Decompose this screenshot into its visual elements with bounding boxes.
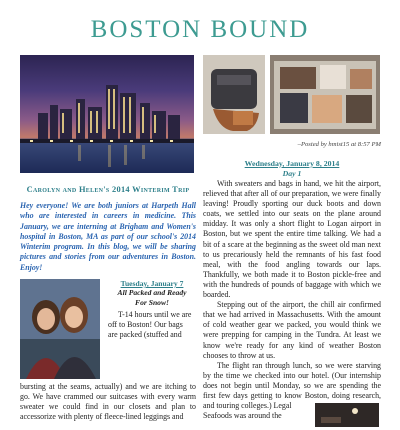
entry-subtitle-line1: All Packed and Ready [117,288,187,298]
entry-text-narrow [108,310,196,340]
paragraph: The flight ran through lunch, so we were starving by the time we checked into our hotel. (Our internship does not begin until Monday, so we are spending the first few days getting to know Boston, doing research, and touring colleges.) Legal [203,360,381,411]
first-entry [20,279,196,429]
entry-line: T-14 hours until we are [118,310,192,320]
entry-subtitle-line2: For Snow! [135,298,169,308]
luggage-photos [203,55,381,135]
entry-line: Seafoods was around the [203,411,282,421]
entry-line: off to Boston! Our bags [108,320,183,330]
entry-date-tuesday: Tuesday, January 7 [120,279,184,289]
intro-paragraph: Hey everyone! We are both juniors at Harpeth Hall who are interested in careers in medicine. This January, we are interning at Brigham and Women's hospital in Boston, MA as part of our school's 2014 Winterim program. In this blog, we will be sharing pictures and stories from our adventures in Boston. Enjoy! [20,201,196,272]
restaurant-photo [315,403,379,427]
open-suitcase-photo [270,55,380,134]
posted-by: –Posted by hmist15 at 8:57 PM [297,141,381,148]
day1-entry [203,179,381,421]
page-title: BOSTON BOUND [90,16,310,43]
entry-text-full: bursting at the seams, actually) and we are itching to go. We have crammed our suitcases with every warm sweater we could find in our closets and plan to accessorize with plenty of fleece-lined leggings and [20,382,196,422]
entry-day: Day 1 [282,169,302,178]
entry-line: are packed (stuffed and [108,330,182,340]
trip-heading: Carolyn and Helen's 2014 Winterim Trip [26,185,190,194]
carolyn-helen-photo [20,279,100,379]
entry-date-wednesday: Wednesday, January 8, 2014 [244,159,340,168]
paragraph: Stepping out of the airport, the chill air confirmed that we had arrived in Massachusetts. With the amount of cold weather gear we packed, you would think we were prepping for camping in the Tundra. At least we know we're ready for any kind of weather Boston chooses to throw at us. [203,300,381,360]
paragraph: With sweaters and bags in hand, we hit the airport, relieved that after all of our preparation, we were finally leaving! Proudly sporting our duck boots and down coats, we settled into our seats on the plane around midday. It was only a short flight to Logan airport in Boston, but we spent the entire time talking. We had a bit of a scare at the beginning as the sweet old man next to us precariously held the remnants of his fast food meal, with the food angling towards our laps. Thankfully, we both made it to Boston pickle-free and with the hundreds of pounds of baggage with which we boarded. [203,179,381,300]
packed-bag-photo [203,55,265,134]
left-column [20,55,196,429]
right-column [203,55,381,421]
boston-skyline-photo [20,55,194,173]
